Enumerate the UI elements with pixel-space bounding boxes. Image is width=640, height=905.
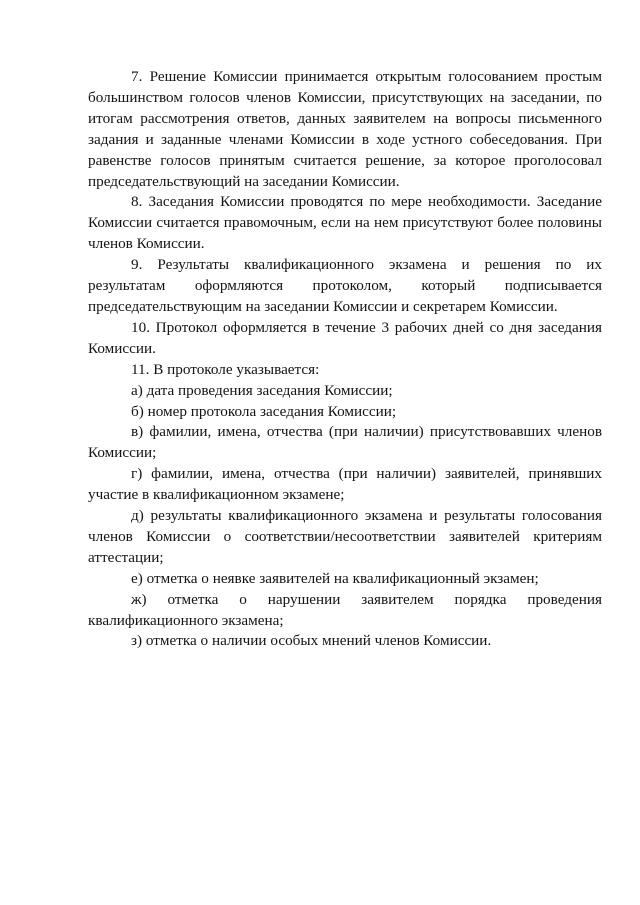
paragraph-item-9: 9. Результаты квалификационного экзамена и решения по их результатам оформляются протоколом, который подписывается председательствующим на заседании Комиссии и секретарем Комиссии. <box>88 256 602 315</box>
list-item-b: б) номер протокола заседания Комиссии; <box>131 402 397 420</box>
list-item-e: е) отметка о неявке заявителей на квалификационный экзамен; <box>131 569 539 587</box>
list-item-v: в) фамилии, имена, отчества (при наличии) присутствовавших членов Комиссии; <box>88 423 602 462</box>
list-item-g: г) фамилии, имена, отчества (при наличии) заявителей, принявших участие в квалификационном экзамене; <box>88 465 602 504</box>
list-item-zh: ж) отметка о нарушении заявителем порядка проведения квалификационного экзамена; <box>88 590 602 629</box>
list-item-a: а) дата проведения заседания Комиссии; <box>131 381 393 399</box>
list-item-z: з) отметка о наличии особых мнений членов Комиссии. <box>131 632 492 650</box>
paragraph-item-7: 7. Решение Комиссии принимается открытым голосованием простым большинством голосов членов Комиссии, присутствующих на заседании, по итогам рассмотрения ответов, данных заявителем на вопросы письменного задания и заданные членами Комиссии в ходе устного собеседования. При равенстве голосов принятым считается решение, за которое проголосовал председательствующий на заседании Комиссии. <box>88 68 602 190</box>
paragraph-item-8: 8. Заседания Комиссии проводятся по мере необходимости. Заседание Комиссии считается правомочным, если на нем присутствуют более половины членов Комиссии. <box>88 193 602 253</box>
document-body <box>88 67 602 652</box>
list-item-d: д) результаты квалификационного экзамена и результаты голосования членов Комиссии о соответствии/несоответствии заявителей критериям аттестации; <box>88 507 602 566</box>
paragraph-item-10: 10. Протокол оформляется в течение 3 рабочих дней со дня заседания Комиссии. <box>88 318 602 357</box>
paragraph-item-11: 11. В протоколе указывается: <box>131 360 320 378</box>
